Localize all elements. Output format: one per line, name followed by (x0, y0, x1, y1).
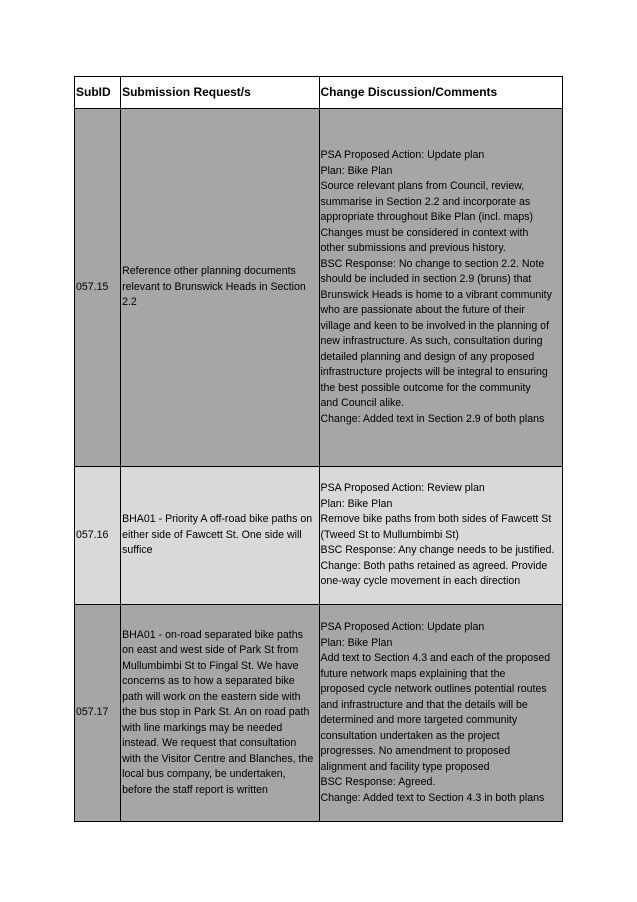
header-change: Change Discussion/Comments (319, 77, 563, 109)
change-line: Plan: Bike Plan (320, 636, 393, 649)
change-line: Change: Added text to Section 4.3 in both plans (320, 791, 545, 804)
sub-id-cell: 057.17 (75, 605, 121, 822)
change-line: BSC Response: No change to section 2.2. Note (320, 257, 545, 270)
change-line: Source relevant plans from Council, review, (320, 180, 525, 192)
change-line: BSC Response: Agreed. (320, 776, 436, 788)
change-line: appropriate throughout Bike Plan (incl. maps) (320, 211, 534, 223)
change-line: Change: Both paths retained as agreed. Provide (320, 559, 548, 572)
sub-id-cell: 057.16 (75, 467, 121, 605)
change-cell (319, 109, 563, 467)
change-lines (321, 620, 562, 806)
change-cell (319, 467, 563, 605)
change-line: proposed cycle network outlines potential routes (320, 683, 547, 695)
change-lines (321, 148, 562, 427)
change-line: (Tweed St to Mullumbimbi St) (320, 528, 459, 541)
table-row (75, 467, 563, 605)
submissions-table (74, 76, 563, 822)
request-cell: BHA01 - on-road separated bike paths on east and west side of Park St from Mullumbimbi St to Fingal St. We have concerns as to how a separated bike path will work on the eastern side with the bus stop in Park St. An on road path with line markings may be needed instead. We request that consultation with the Visitor Centre and Blanches, the local bus company, be undertaken, before the staff report is written (121, 605, 319, 822)
table-row (75, 605, 563, 822)
change-line: one-way cycle movement in each direction (320, 575, 521, 588)
change-cell (319, 605, 563, 822)
change-line: infrastructure projects will be integral to ensuring (320, 366, 548, 378)
change-line: progresses. No amendment to proposed (320, 745, 511, 757)
change-lines (321, 481, 562, 590)
change-line: and infrastructure and that the details will be (320, 698, 528, 711)
change-line: village and keen to be involved in the planning of (320, 319, 550, 332)
change-line: future network maps explaining that the (320, 667, 506, 680)
change-line: PSA Proposed Action: Update plan (320, 149, 485, 161)
sub-id-cell: 057.15 (75, 109, 121, 467)
header-request: Submission Request/s (121, 77, 319, 109)
change-line: Change: Added text in Section 2.9 of both plans (320, 412, 545, 425)
change-line: Remove bike paths from both sides of Fawcett St (320, 513, 552, 526)
change-line: PSA Proposed Action: Update plan (320, 621, 485, 633)
request-cell: BHA01 - Priority A off-road bike paths on either side of Fawcett St. One side will suffice (121, 467, 319, 605)
table-row (75, 109, 563, 467)
change-line: Changes must be considered in context with (320, 226, 529, 239)
header-subid: SubID (75, 77, 121, 109)
change-line: other submissions and previous history. (320, 242, 506, 254)
table-header-row (75, 77, 563, 109)
change-line: should be included in section 2.9 (bruns) that (320, 273, 532, 285)
request-cell: Reference other planning documents relevant to Brunswick Heads in Section 2.2 (121, 109, 319, 467)
change-line: Plan: Bike Plan (320, 497, 393, 510)
change-line: Plan: Bike Plan (320, 164, 393, 177)
change-line: summarise in Section 2.2 and incorporate as (320, 195, 531, 208)
change-line: consultation undertaken as the project (320, 729, 500, 742)
change-line: who are passionate about the future of their (320, 304, 525, 316)
change-line: Brunswick Heads is home to a vibrant community (320, 288, 552, 301)
change-line: the best possible outcome for the community (320, 381, 531, 394)
change-line: alignment and facility type proposed (320, 760, 490, 773)
change-line: detailed planning and design of any proposed (320, 350, 535, 363)
change-line: and Council alike. (320, 397, 405, 409)
change-line: BSC Response: Any change needs to be justified. (320, 544, 555, 557)
change-line: Add text to Section 4.3 and each of the proposed (320, 652, 551, 664)
change-line: determined and more targeted community (320, 714, 518, 726)
change-line: new infrastructure. As such, consultation during (320, 335, 543, 347)
change-line: PSA Proposed Action: Review plan (320, 482, 485, 495)
